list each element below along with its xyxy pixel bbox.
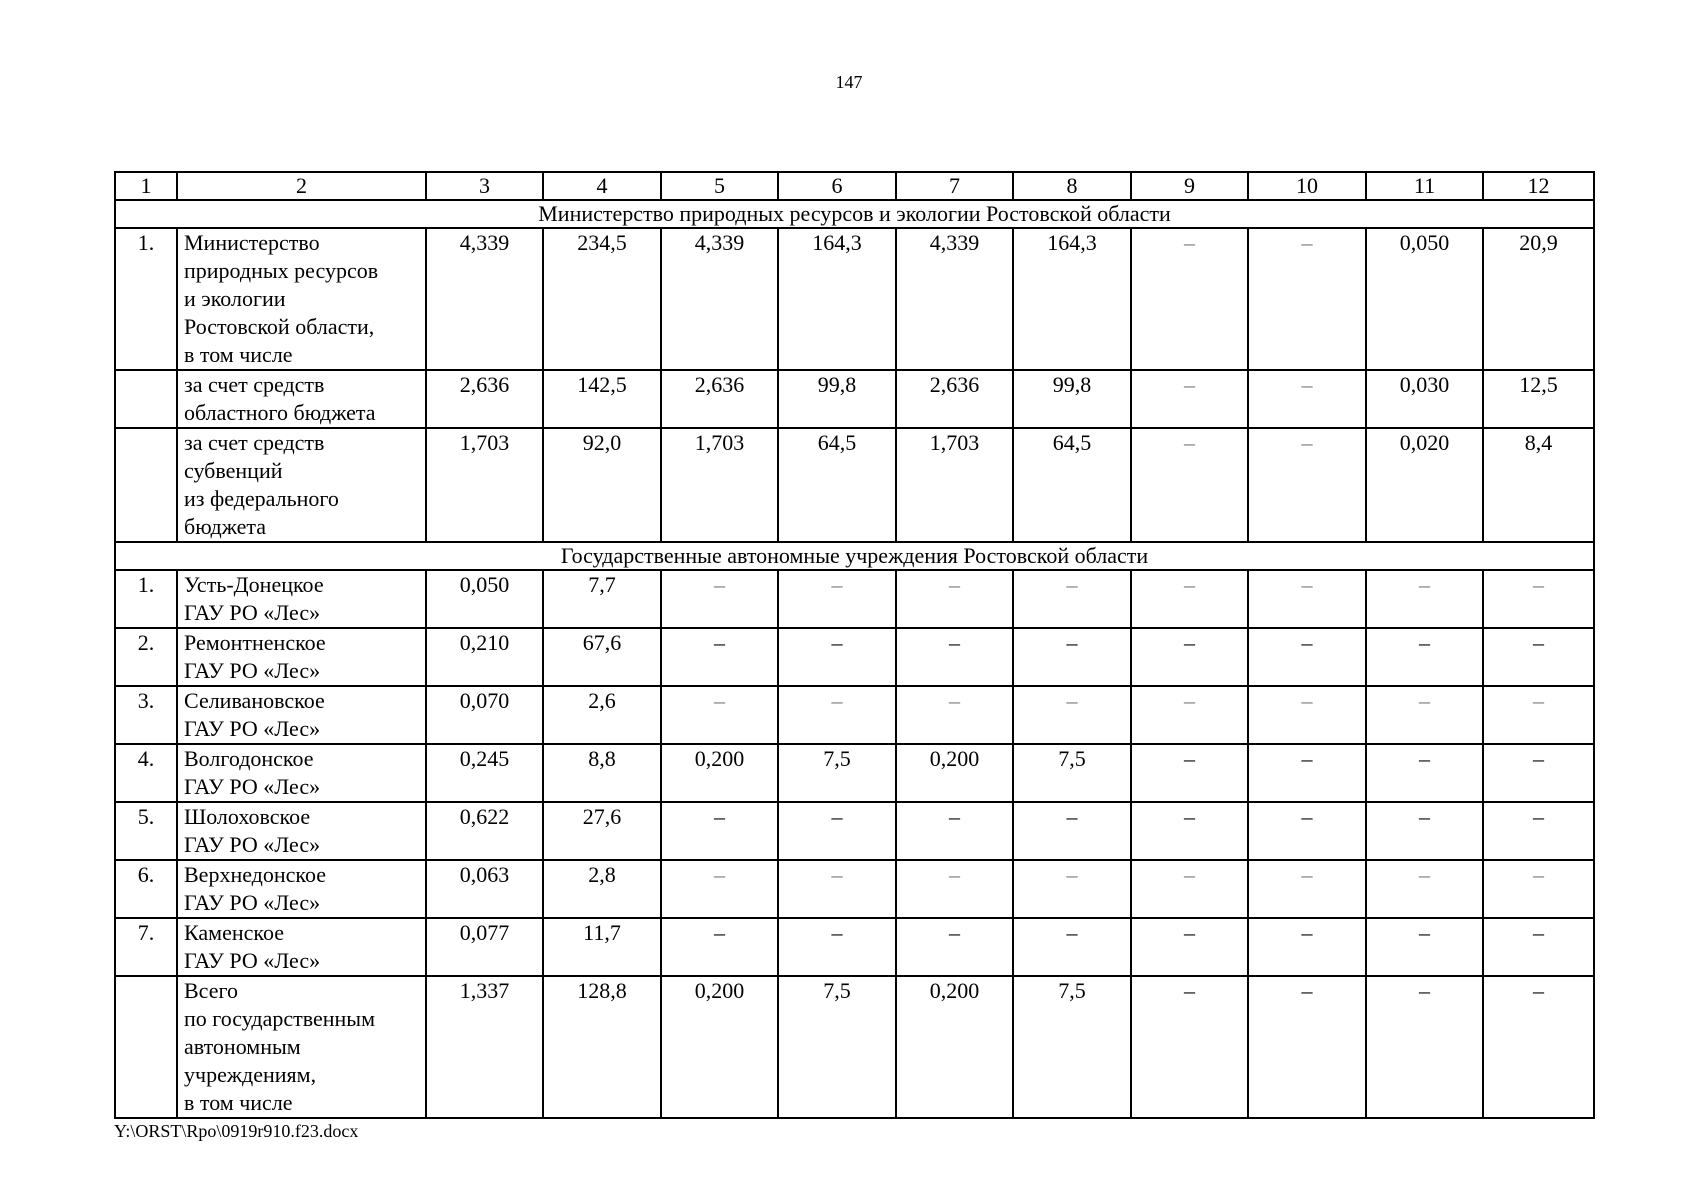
- row-name: Усть-Донецкое ГАУ РО «Лес»: [177, 570, 426, 628]
- value-cell: 128,8: [543, 976, 661, 1118]
- value-cell: –: [778, 802, 896, 860]
- value-cell: –: [1483, 802, 1594, 860]
- data-table: [114, 171, 1595, 1119]
- value-cell: –: [1483, 860, 1594, 918]
- value-cell: 64,5: [778, 428, 896, 542]
- value-cell: 0,020: [1366, 428, 1483, 542]
- row-name: Каменское ГАУ РО «Лес»: [177, 918, 426, 976]
- value-cell: –: [1131, 686, 1248, 744]
- row-name: Министерство природных ресурсов и экологии Ростовской области, в том числе: [177, 228, 426, 370]
- value-cell: –: [1366, 860, 1483, 918]
- value-cell: 7,5: [1013, 976, 1131, 1118]
- value-cell: –: [1248, 860, 1366, 918]
- value-cell: –: [1131, 802, 1248, 860]
- header-cell: 5: [661, 172, 778, 200]
- table-row: [115, 860, 1594, 918]
- value-cell: 4,339: [896, 228, 1013, 370]
- value-cell: –: [1131, 860, 1248, 918]
- row-name: Шолоховское ГАУ РО «Лес»: [177, 802, 426, 860]
- header-cell: 1: [115, 172, 177, 200]
- value-cell: 4,339: [426, 228, 543, 370]
- table-row: [115, 744, 1594, 802]
- row-number: 5.: [115, 802, 177, 860]
- value-cell: 99,8: [778, 370, 896, 428]
- section-header-row: [115, 200, 1594, 228]
- value-cell: –: [1248, 628, 1366, 686]
- value-cell: –: [1248, 428, 1366, 542]
- row-name: Ремонтненское ГАУ РО «Лес»: [177, 628, 426, 686]
- value-cell: 1,703: [426, 428, 543, 542]
- value-cell: 8,8: [543, 744, 661, 802]
- value-cell: 7,5: [1013, 744, 1131, 802]
- value-cell: –: [778, 860, 896, 918]
- header-cell: 6: [778, 172, 896, 200]
- value-cell: –: [1483, 976, 1594, 1118]
- value-cell: 99,8: [1013, 370, 1131, 428]
- value-cell: 1,337: [426, 976, 543, 1118]
- value-cell: –: [1483, 744, 1594, 802]
- value-cell: –: [1483, 686, 1594, 744]
- value-cell: 2,6: [543, 686, 661, 744]
- value-cell: –: [896, 860, 1013, 918]
- value-cell: –: [896, 686, 1013, 744]
- value-cell: –: [1013, 628, 1131, 686]
- value-cell: –: [1131, 976, 1248, 1118]
- table-row: [115, 686, 1594, 744]
- value-cell: –: [896, 570, 1013, 628]
- value-cell: –: [661, 802, 778, 860]
- file-path-footer: Y:\ORST\Rpo\0919r910.f23.docx: [114, 1121, 359, 1141]
- value-cell: –: [1483, 918, 1594, 976]
- value-cell: 7,5: [778, 976, 896, 1118]
- header-cell: 8: [1013, 172, 1131, 200]
- value-cell: –: [1366, 686, 1483, 744]
- value-cell: –: [1131, 628, 1248, 686]
- section-title: Министерство природных ресурсов и экологии Ростовской области: [115, 200, 1594, 228]
- value-cell: –: [1131, 744, 1248, 802]
- row-number: 1.: [115, 228, 177, 370]
- row-number: [115, 976, 177, 1118]
- table-row: [115, 802, 1594, 860]
- value-cell: –: [661, 860, 778, 918]
- row-name: Волгодонское ГАУ РО «Лес»: [177, 744, 426, 802]
- table-row: [115, 976, 1594, 1118]
- section-header-row: [115, 542, 1594, 570]
- value-cell: –: [896, 802, 1013, 860]
- value-cell: –: [896, 628, 1013, 686]
- value-cell: –: [661, 918, 778, 976]
- value-cell: –: [1013, 686, 1131, 744]
- value-cell: –: [1013, 802, 1131, 860]
- table-row: [115, 370, 1594, 428]
- row-number: 4.: [115, 744, 177, 802]
- row-number: 6.: [115, 860, 177, 918]
- row-name: Селивановское ГАУ РО «Лес»: [177, 686, 426, 744]
- value-cell: 1,703: [661, 428, 778, 542]
- value-cell: 0,622: [426, 802, 543, 860]
- value-cell: 0,200: [896, 744, 1013, 802]
- value-cell: 0,050: [1366, 228, 1483, 370]
- value-cell: –: [1248, 228, 1366, 370]
- value-cell: 67,6: [543, 628, 661, 686]
- value-cell: –: [778, 570, 896, 628]
- value-cell: 7,7: [543, 570, 661, 628]
- value-cell: –: [1248, 918, 1366, 976]
- section-title: Государственные автономные учреждения Ростовской области: [115, 542, 1594, 570]
- value-cell: –: [1013, 570, 1131, 628]
- value-cell: –: [1013, 918, 1131, 976]
- value-cell: 0,077: [426, 918, 543, 976]
- row-name: за счет средств областного бюджета: [177, 370, 426, 428]
- value-cell: –: [778, 918, 896, 976]
- value-cell: 0,210: [426, 628, 543, 686]
- value-cell: –: [1131, 428, 1248, 542]
- value-cell: 2,8: [543, 860, 661, 918]
- value-cell: –: [778, 686, 896, 744]
- header-cell: 4: [543, 172, 661, 200]
- value-cell: 0,200: [661, 744, 778, 802]
- value-cell: –: [896, 918, 1013, 976]
- value-cell: 0,200: [896, 976, 1013, 1118]
- value-cell: 0,070: [426, 686, 543, 744]
- value-cell: –: [1248, 570, 1366, 628]
- value-cell: –: [1366, 918, 1483, 976]
- value-cell: –: [661, 570, 778, 628]
- row-number: 7.: [115, 918, 177, 976]
- row-name: Всего по государственным автономным учреждениям, в том числе: [177, 976, 426, 1118]
- value-cell: –: [1366, 628, 1483, 686]
- value-cell: 0,245: [426, 744, 543, 802]
- value-cell: 64,5: [1013, 428, 1131, 542]
- value-cell: –: [1248, 744, 1366, 802]
- value-cell: 1,703: [896, 428, 1013, 542]
- value-cell: 142,5: [543, 370, 661, 428]
- value-cell: 27,6: [543, 802, 661, 860]
- value-cell: –: [661, 686, 778, 744]
- row-number: 1.: [115, 570, 177, 628]
- page-number: 147: [835, 72, 863, 92]
- value-cell: –: [1131, 918, 1248, 976]
- value-cell: 164,3: [778, 228, 896, 370]
- value-cell: 11,7: [543, 918, 661, 976]
- value-cell: –: [1248, 686, 1366, 744]
- value-cell: –: [1248, 976, 1366, 1118]
- value-cell: –: [1248, 370, 1366, 428]
- value-cell: –: [778, 628, 896, 686]
- table-row: [115, 918, 1594, 976]
- value-cell: –: [1248, 802, 1366, 860]
- value-cell: 164,3: [1013, 228, 1131, 370]
- table-row: [115, 428, 1594, 542]
- row-number: [115, 370, 177, 428]
- header-cell: 7: [896, 172, 1013, 200]
- value-cell: 0,200: [661, 976, 778, 1118]
- table-body: [115, 172, 1594, 1118]
- header-cell: 2: [177, 172, 426, 200]
- value-cell: –: [1483, 628, 1594, 686]
- row-number: 3.: [115, 686, 177, 744]
- value-cell: –: [1131, 570, 1248, 628]
- value-cell: –: [1366, 570, 1483, 628]
- value-cell: 4,339: [661, 228, 778, 370]
- value-cell: 12,5: [1483, 370, 1594, 428]
- row-number: [115, 428, 177, 542]
- row-name: Верхнедонское ГАУ РО «Лес»: [177, 860, 426, 918]
- value-cell: 2,636: [426, 370, 543, 428]
- value-cell: –: [1131, 370, 1248, 428]
- header-cell: 9: [1131, 172, 1248, 200]
- table-row: [115, 570, 1594, 628]
- header-cell: 12: [1483, 172, 1594, 200]
- header-row: [115, 172, 1594, 200]
- value-cell: –: [1131, 228, 1248, 370]
- value-cell: –: [1366, 976, 1483, 1118]
- value-cell: –: [1483, 570, 1594, 628]
- value-cell: 7,5: [778, 744, 896, 802]
- header-cell: 3: [426, 172, 543, 200]
- value-cell: 2,636: [896, 370, 1013, 428]
- value-cell: 92,0: [543, 428, 661, 542]
- value-cell: 8,4: [1483, 428, 1594, 542]
- value-cell: –: [661, 628, 778, 686]
- value-cell: 234,5: [543, 228, 661, 370]
- row-number: 2.: [115, 628, 177, 686]
- value-cell: 2,636: [661, 370, 778, 428]
- header-cell: 10: [1248, 172, 1366, 200]
- value-cell: –: [1366, 802, 1483, 860]
- table-row: [115, 228, 1594, 370]
- value-cell: 0,063: [426, 860, 543, 918]
- value-cell: –: [1366, 744, 1483, 802]
- value-cell: 0,050: [426, 570, 543, 628]
- row-name: за счет средств субвенций из федерального бюджета: [177, 428, 426, 542]
- value-cell: 0,030: [1366, 370, 1483, 428]
- value-cell: 20,9: [1483, 228, 1594, 370]
- table-row: [115, 628, 1594, 686]
- header-cell: 11: [1366, 172, 1483, 200]
- value-cell: –: [1013, 860, 1131, 918]
